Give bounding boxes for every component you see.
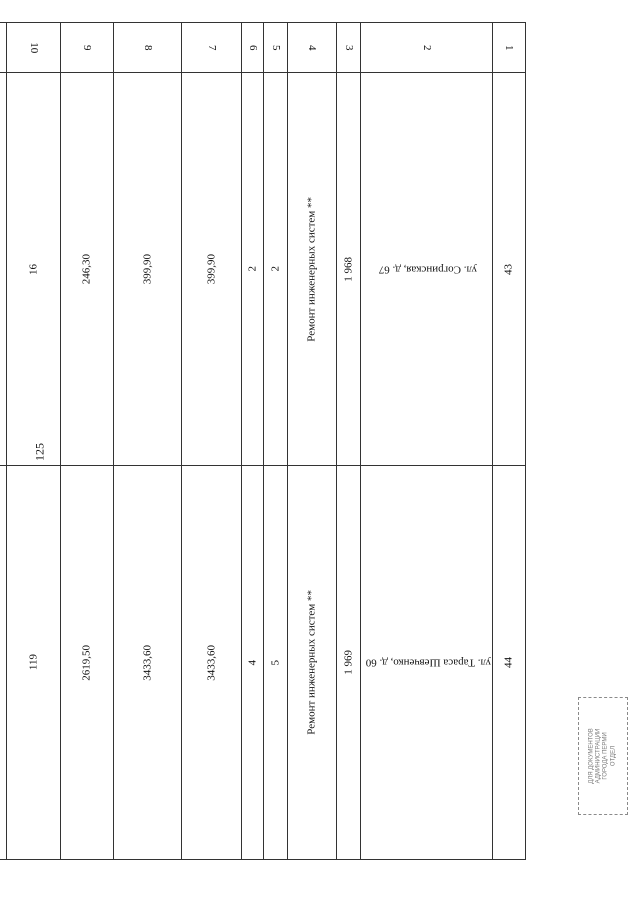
cell-row1-address: ул. Согринская, д. 67 xyxy=(361,73,493,465)
cell-row2-area-residential: 2619,50 xyxy=(61,465,114,859)
column-number-2: 2 xyxy=(361,23,493,73)
column-number-7: 7 xyxy=(182,23,242,73)
column-number-10: 10 xyxy=(7,23,61,73)
cell-row2-no: 44 xyxy=(493,465,526,859)
cell-row1-year: 1 968 xyxy=(337,73,361,465)
stamp-text: ДЛЯ ДОКУМЕНТОВ АДМИНИСТРАЦИИ ГОРОДА ПЕРМИ ОТДЕЛ xyxy=(588,728,617,784)
cell-row2-cost-total xyxy=(0,465,7,859)
column-number-9: 9 xyxy=(61,23,114,73)
column-number-1: 1 xyxy=(493,23,526,73)
cell-row1-no: 43 xyxy=(493,73,526,465)
approval-stamp xyxy=(578,697,628,815)
cell-row2-address: ул. Тараса Шевченко, д. 60 xyxy=(361,465,493,859)
column-number-5: 5 xyxy=(264,23,288,73)
cell-row1-cost-total xyxy=(0,73,7,465)
page-number: 125 xyxy=(32,443,47,461)
cell-row2-floors: 5 xyxy=(264,465,288,859)
column-number-4: 4 xyxy=(288,23,337,73)
cell-row1-area-residential: 246,30 xyxy=(61,73,114,465)
capital-repair-table xyxy=(0,22,526,860)
cell-row2-residents: 119 xyxy=(7,465,61,859)
cell-row2-area-living: 3433,60 xyxy=(114,465,182,859)
cell-row2-area-total: 3433,60 xyxy=(182,465,242,859)
cell-row1-work: Ремонт инженерных систем ** xyxy=(288,73,337,465)
cell-row2-work: Ремонт инженерных систем ** xyxy=(288,465,337,859)
column-number-11 xyxy=(0,23,7,73)
cell-row1-area-total: 399,90 xyxy=(182,73,242,465)
column-number-8: 8 xyxy=(114,23,182,73)
column-number-6: 6 xyxy=(242,23,264,73)
cell-row2-entrances: 4 xyxy=(242,465,264,859)
cell-row1-floors: 2 xyxy=(264,73,288,465)
column-number-3: 3 xyxy=(337,23,361,73)
cell-row1-area-living: 399,90 xyxy=(114,73,182,465)
cell-row2-year: 1 969 xyxy=(337,465,361,859)
cell-row1-entrances: 2 xyxy=(242,73,264,465)
cell-row1-residents: 16 xyxy=(7,73,61,465)
